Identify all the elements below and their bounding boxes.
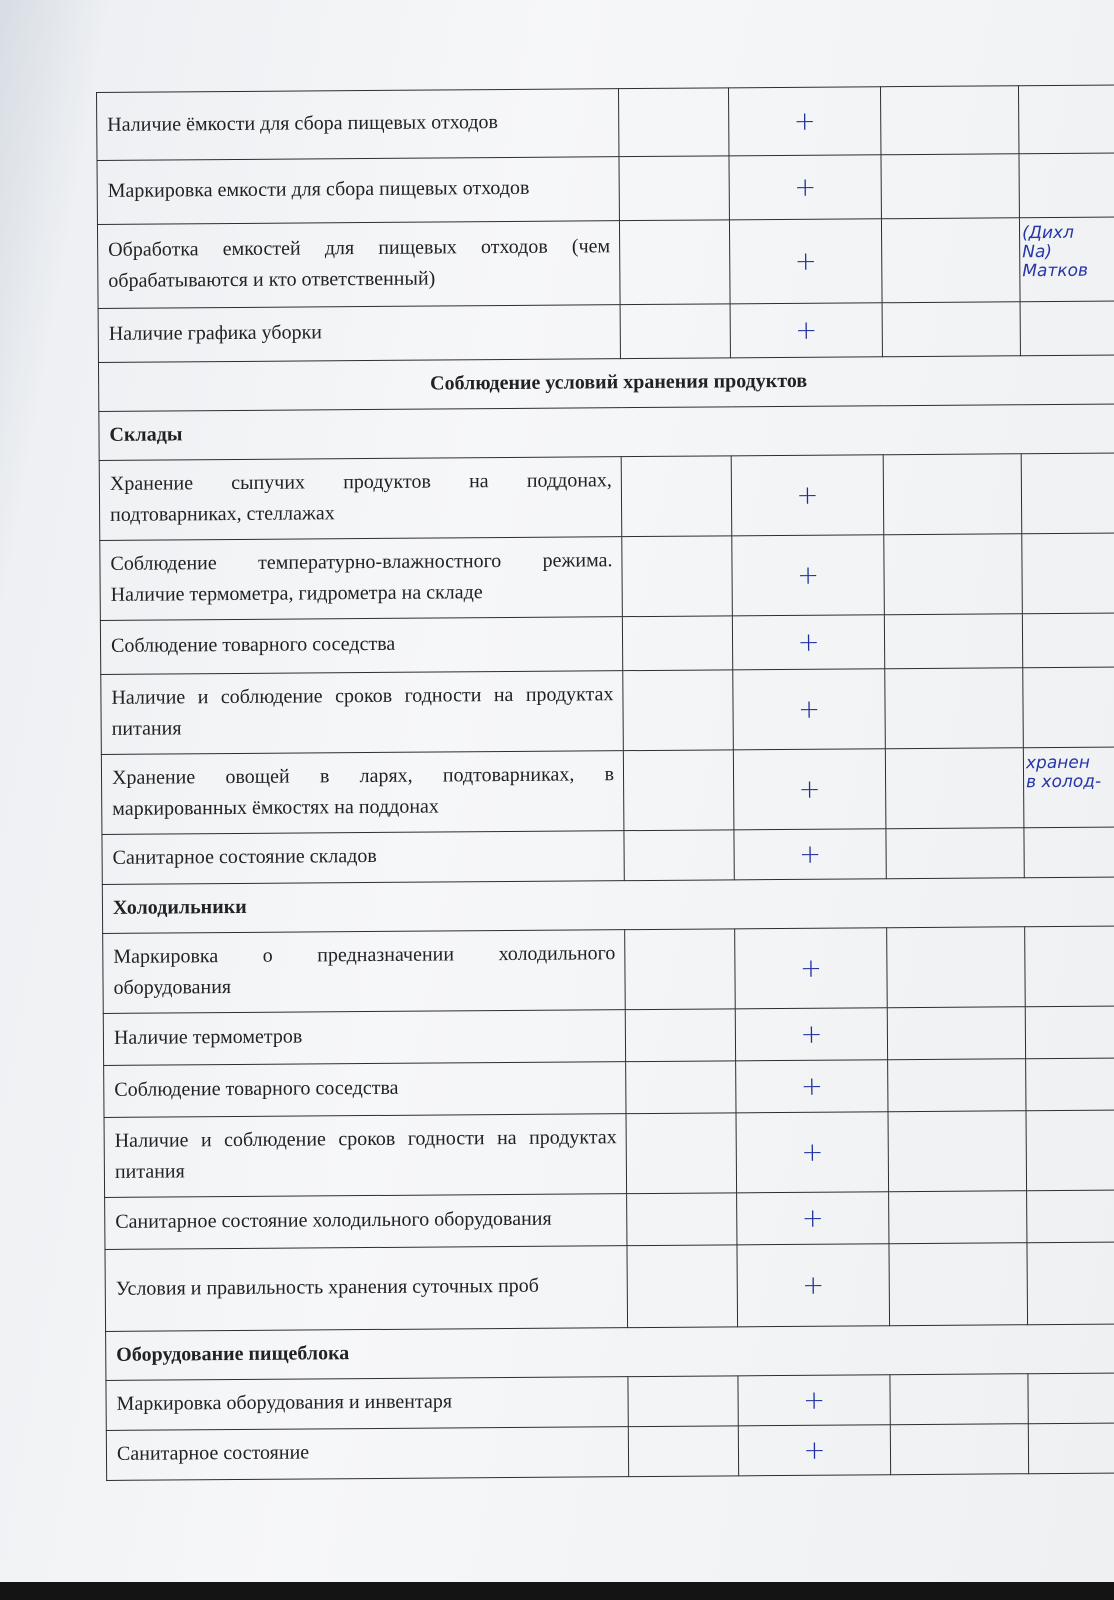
empty-cell [887,1007,1025,1060]
handwritten-note-cell [1028,1373,1114,1424]
empty-cell [627,1245,738,1328]
handwritten-note-cell [1024,827,1114,878]
criterion-cell: Наличие термометров [103,1010,625,1066]
empty-cell [627,1193,737,1246]
handwritten-note-line: Na) [1022,241,1053,263]
handwritten-note-cell [1022,613,1114,668]
empty-cell [880,86,1018,155]
handwritten-note-cell [1019,153,1114,218]
empty-cell [620,304,730,359]
check-mark-cell: + [729,219,882,304]
check-mark-cell: + [732,535,885,616]
criterion-cell: Маркировка о предназначении холодильного оборудования [103,930,626,1014]
empty-cell [889,1243,1028,1326]
criterion-cell: Наличие графика уборки [98,305,620,363]
empty-cell [626,1113,737,1194]
group-title: Холодильники [102,877,1114,934]
empty-cell [623,750,734,831]
handwritten-note-cell [1028,1423,1114,1474]
criterion-cell: Обработка емкостей для пищевых отходов (чем обрабатываются и кто ответственный) [97,221,620,309]
check-mark-cell: + [737,1244,890,1327]
empty-cell [622,616,732,671]
inspection-checklist [96,84,1114,1481]
check-mark-cell: + [732,615,884,670]
check-mark-cell: + [734,829,886,880]
table-row [106,1423,1114,1481]
check-mark-cell: + [737,1192,889,1245]
handwritten-note-cell [1027,1242,1114,1325]
empty-cell [628,1426,738,1477]
check-mark-cell: + [735,928,888,1009]
empty-cell [624,830,734,881]
table-row [103,926,1114,1014]
check-mark-cell: + [736,1112,889,1193]
check-mark-cell: + [731,455,884,536]
handwritten-note-cell [1027,1190,1114,1243]
section-title-row [98,355,1114,412]
criterion-cell: Наличие ёмкости для сбора пищевых отходов [97,89,619,161]
handwritten-note-line: в холод- [1026,771,1102,793]
check-mark-cell: + [738,1425,890,1476]
group-title-row [102,877,1114,934]
table-row [103,1006,1114,1066]
handwritten-note-cell [1021,453,1114,534]
empty-cell [619,156,729,221]
empty-cell [618,88,728,157]
handwritten-note-cell [1018,85,1114,154]
empty-cell [882,302,1020,357]
criterion-cell: Соблюдение товарного соседства [104,1062,626,1118]
empty-cell [625,1009,735,1062]
section-title: Соблюдение условий хранения продуктов [98,355,1114,412]
handwritten-note-cell [1022,533,1114,614]
empty-cell [621,456,732,537]
check-mark-cell: + [730,303,882,358]
empty-cell [885,668,1024,749]
empty-cell [886,828,1024,879]
handwritten-note-cell [1025,1006,1114,1059]
criterion-cell: Санитарное состояние холодильного оборудования [105,1194,627,1250]
handwritten-note-line: Матков [1022,260,1089,282]
criterion-cell: Соблюдение температурно-влажностного режима. Наличие термометра, гидрометра на складе [100,537,623,621]
empty-cell [884,614,1022,669]
handwritten-note-cell [1026,1110,1114,1191]
criterion-cell: Санитарное состояние [106,1427,628,1481]
group-title-row [99,404,1114,461]
handwritten-note-cell [1025,926,1114,1007]
empty-cell [887,927,1026,1008]
check-mark-cell: + [738,1375,890,1426]
table-row [97,217,1114,309]
criterion-cell: Наличие и соблюдение сроков годности на продуктах питания [104,1114,627,1198]
handwritten-note-line: хранен [1025,752,1090,774]
empty-cell [888,1059,1026,1112]
empty-cell [890,1374,1028,1425]
table-row [100,613,1114,675]
table-row [97,153,1114,225]
criterion-cell: Хранение сыпучих продуктов на поддонах, подтоварниках, стеллажах [99,457,622,541]
empty-cell [881,218,1020,303]
table-row [104,1110,1114,1198]
handwritten-note-cell [1023,667,1114,748]
table-row [105,1242,1114,1332]
criterion-cell: Маркировка оборудования и инвентаря [106,1377,628,1431]
handwritten-note-cell [1023,747,1114,828]
scan-bottom-edge [0,1582,1114,1600]
criterion-cell: Санитарное состояние складов [102,831,624,885]
handwritten-note-cell [1019,217,1114,302]
table-row [97,85,1114,161]
group-title-row [106,1324,1114,1381]
empty-cell [884,534,1023,615]
checklist-table [96,84,1114,1481]
criterion-cell: Маркировка емкости для сбора пищевых отходов [97,157,619,225]
empty-cell [622,536,733,617]
table-row [101,747,1114,835]
empty-cell [889,1191,1027,1244]
empty-cell [883,454,1022,535]
group-title: Оборудование пищеблока [106,1324,1114,1381]
handwritten-note-cell [1020,301,1114,356]
table-row [100,533,1114,621]
empty-cell [890,1424,1028,1475]
group-title: Склады [99,404,1114,461]
empty-cell [623,670,734,751]
empty-cell [619,220,730,305]
empty-cell [885,748,1024,829]
criterion-cell: Хранение овощей в ларях, подтоварниках, в маркированных ёмкостях на поддонах [101,751,624,835]
criterion-cell: Соблюдение товарного соседства [100,617,622,675]
criterion-cell: Наличие и соблюдение сроков годности на продуктах питания [101,671,624,755]
check-mark-cell: + [733,749,886,830]
table-row [98,301,1114,363]
empty-cell [628,1376,738,1427]
check-mark-cell: + [733,669,886,750]
empty-cell [626,1061,736,1114]
check-mark-cell: + [728,87,880,156]
check-mark-cell: + [729,155,881,220]
table-row [106,1373,1114,1431]
handwritten-note-line: (Дихл [1021,222,1075,244]
table-row [105,1190,1114,1250]
criterion-cell: Условия и правильность хранения суточных проб [105,1246,628,1332]
check-mark-cell: + [736,1060,888,1113]
empty-cell [625,929,736,1010]
table-row [102,827,1114,885]
table-row [104,1058,1114,1118]
empty-cell [881,154,1019,219]
table-row [101,667,1114,755]
table-row [99,453,1114,541]
handwritten-note-cell [1026,1058,1114,1111]
check-mark-cell: + [735,1008,887,1061]
empty-cell [888,1111,1027,1192]
